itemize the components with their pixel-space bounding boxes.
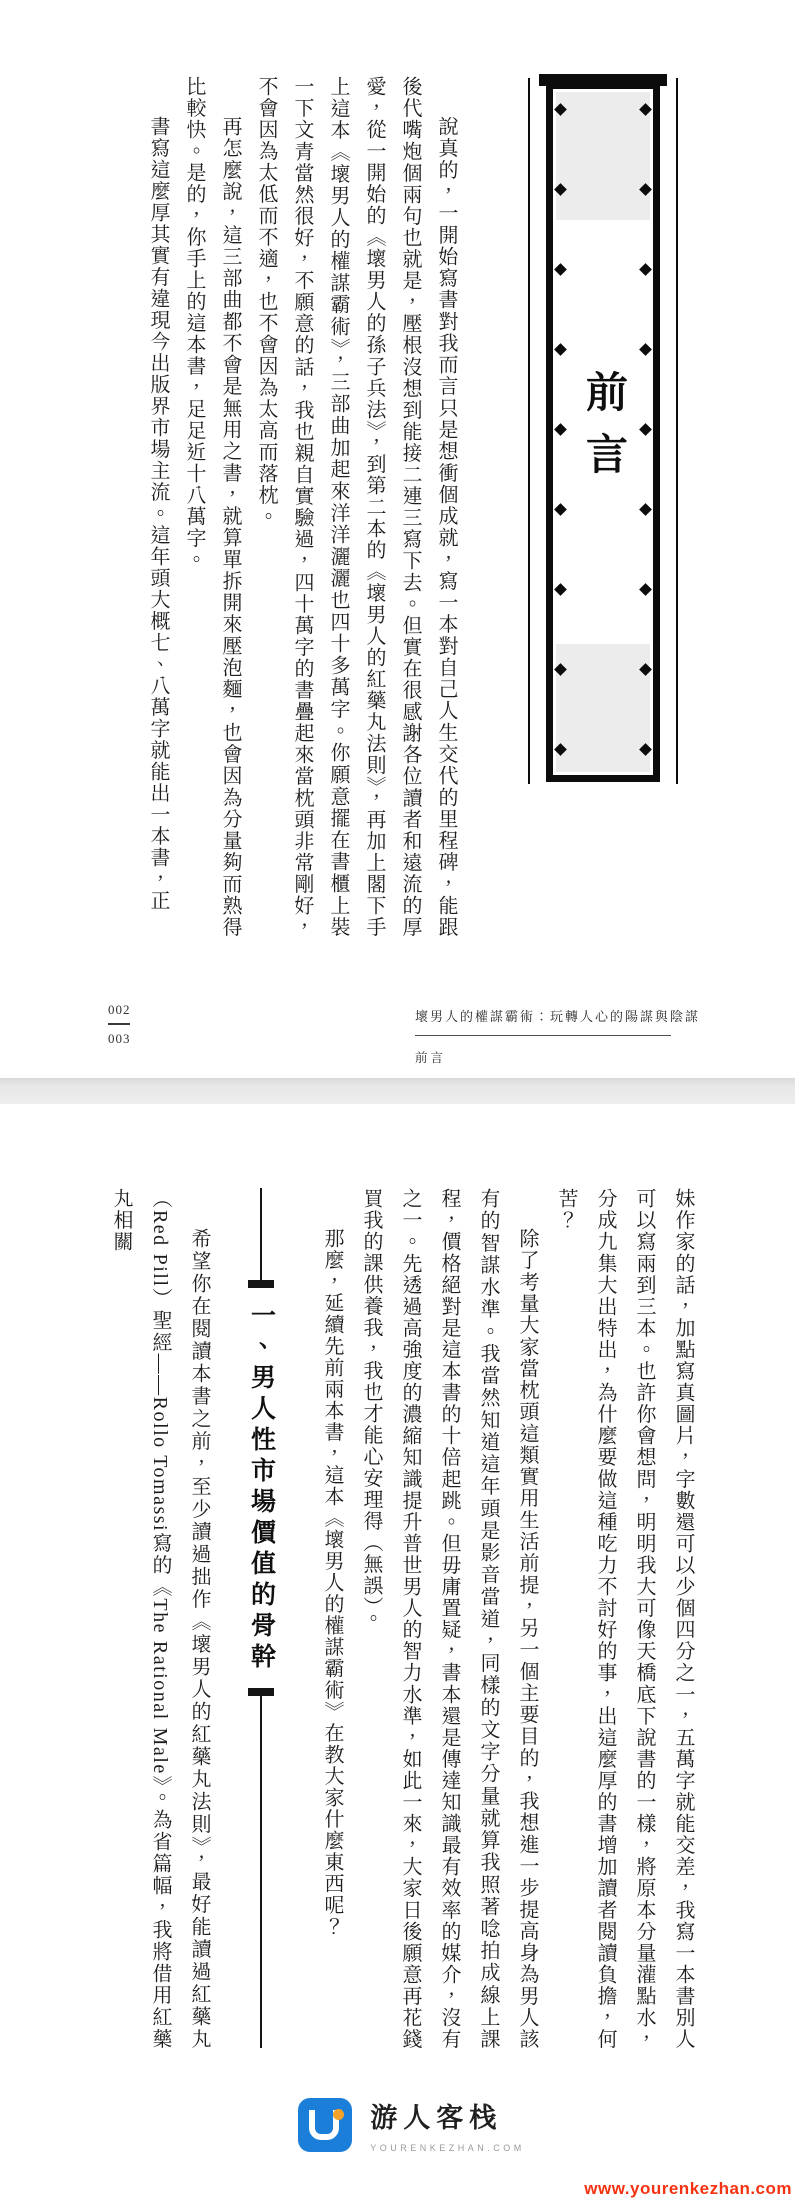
logo-accent-dot: [333, 2109, 344, 2120]
site-name: 游人客栈: [370, 2103, 503, 2133]
paragraph: 那麼，延續先前兩本書，這本《壞男人的權謀霸術》在教大家什麼東西呢？: [321, 1228, 343, 1938]
paragraph: 除了考量大家當枕頭這類實用生活前提，另一個主要目的，我想進一步提高身為男人該有的智謀水準。我當然知道這年頭是影音當道，同樣的文字分量就算我照著唸拍成線上課程，價格絕對是這本書的十倍起跳。但毋庸置疑，書本還是傳達知識最有效率的媒介，沒有之一。先透過高強度的濃縮知識提升普世男人的智力水準，如此一來，大家日後願意再花錢買我的課供養我，我也才能心安理得（無誤）。: [360, 1188, 538, 2050]
page-number-right: 003: [108, 1031, 131, 1046]
watermark-url-link[interactable]: www.yourenkezhan.com: [584, 2179, 792, 2198]
heading-rule-bottom: [260, 1696, 262, 2048]
page-numbers: [108, 1002, 131, 1046]
paragraph: 再怎麼說，這三部曲都不會是無用之書，就算單拆開來壓泡麵，也會因為分量夠而熟得比較快。是的，你手上的這本書，足足近十八萬字。: [183, 76, 241, 938]
heading-bar-top: [248, 1280, 274, 1288]
banner-box: [546, 82, 660, 782]
section-heading: 一、男人性市場價值的骨幹: [247, 1302, 275, 1674]
banner-sideline-left: [528, 78, 530, 784]
site-logo-text: [370, 2096, 525, 2153]
paragraph: 妹作家的話，加點寫真圖片，字數還可以少個四分之一，五萬字就能交差，我寫一本書別人可以寫兩到三本。也許你會想問，明明我大可像天橋底下說書的一樣，將原本分量灌點水，分成九集大出特出，為什麼要做這種吃力不討好的事，出這麼厚的書增加讀者閱讀負擔，何苦？: [555, 1188, 694, 2050]
running-head-rule: [415, 1035, 671, 1036]
heading-rule-top: [260, 1188, 262, 1280]
text-segment-after-heading: [101, 1188, 218, 2050]
section-heading-block: [232, 1188, 290, 2048]
banner-sideline-right: [676, 78, 678, 784]
preface-title: 前言: [580, 370, 626, 494]
page-number-dash: [108, 1023, 130, 1025]
page-scan-divider: [0, 1078, 795, 1104]
running-head-chapter: 前言: [415, 1051, 447, 1065]
paragraph: 說真的，一開始寫書對我而言只是想衝個成就，寫一本對自己人生交代的里程碑，能跟後代嘴炮個兩句也就是，壓根沒想到能接二連三寫下去。但實在很感謝各位讀者和遠流的厚愛，從一開始的《壞男人的孫子兵法》，到第二本的《壞男人的紅藥丸法則》，再加上閣下手上這本《壞男人的權謀霸術》，三部曲加起來洋洋灑灑也四十多萬字。你願意擺在書櫃上裝一下文青當然很好，不願意的話，我也親自實驗過，四十萬字的書疊起來當枕頭非常剛好，不會因為太低而不適，也不會因為太高而落枕。: [255, 76, 457, 938]
preface-banner: [528, 74, 678, 784]
running-head-book-title: 壞男人的權謀霸術：玩轉人心的陽謀與陰謀: [415, 1009, 701, 1024]
site-logo[interactable]: [14, 2086, 795, 2153]
text-segment-before-heading: [312, 1188, 702, 2050]
site-logo-icon: [298, 2098, 352, 2152]
page-number-left: 002: [108, 1002, 131, 1017]
paragraph: 希望你在閱讀本書之前，至少讀過拙作《壞男人的紅藥丸法則》，最好能讀過紅藥丸（Red Pill）聖經——Rollo Tomassi寫的《The Rational Male》。為省篇幅，我將借用紅藥丸相關: [110, 1188, 210, 2050]
page-two-body-text: [98, 1188, 702, 2050]
paragraph: 書寫這麼厚其實有違現今出版界市場主流。這年頭大概七、八萬字就能出一本書，正: [147, 116, 169, 912]
running-head: [415, 1006, 701, 1066]
heading-bar-bottom: [248, 1688, 274, 1696]
site-domain: YOURENKEZHAN.COM: [370, 2143, 525, 2153]
site-footer: [0, 2086, 795, 2201]
preface-body-text: [84, 76, 464, 938]
